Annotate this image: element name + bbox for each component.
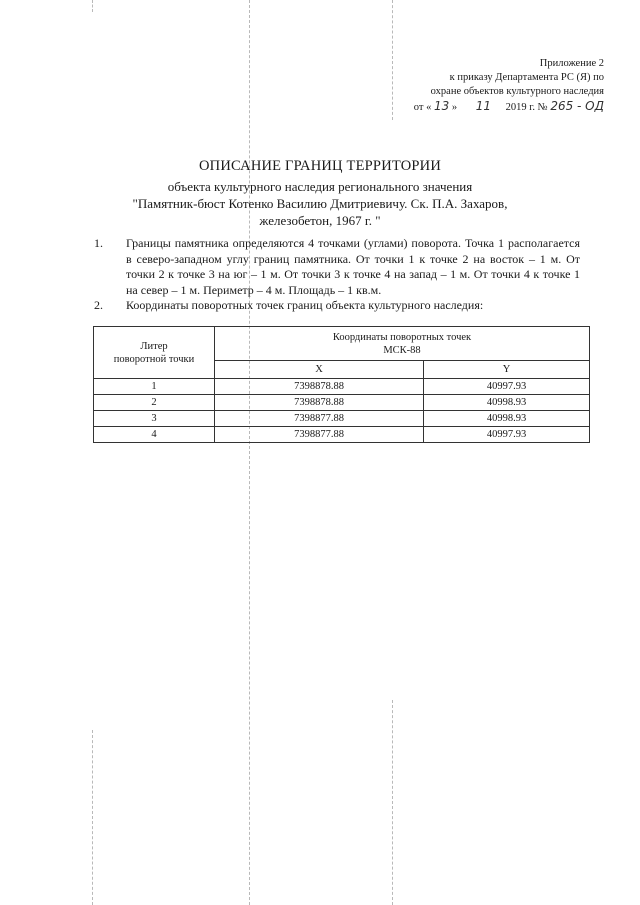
column-header-liter xyxy=(94,327,215,379)
cell-x: 7398877.88 xyxy=(215,427,424,443)
appendix-line3: охране объектов культурного наследия xyxy=(430,86,604,97)
column-header-liter-line2: поворотной точки xyxy=(113,353,195,365)
document-title xyxy=(0,158,640,229)
table-row xyxy=(94,411,590,427)
appendix-date-line xyxy=(344,99,604,115)
table-row xyxy=(94,395,590,411)
list-item-text: Координаты поворотных точек границ объекта культурного наследия: xyxy=(126,298,484,312)
scan-fold-line-center xyxy=(249,0,250,905)
scan-fold-line-right-lower xyxy=(392,700,393,905)
cell-point: 1 xyxy=(94,379,215,395)
cell-x: 7398877.88 xyxy=(215,411,424,427)
column-header-x: X xyxy=(215,361,424,379)
year-text: 2019 г. № xyxy=(505,102,548,113)
cell-x: 7398878.88 xyxy=(215,379,424,395)
cell-point: 3 xyxy=(94,411,215,427)
title-main: ОПИСАНИЕ ГРАНИЦ ТЕРРИТОРИИ xyxy=(198,158,442,174)
column-header-liter-line1: Литер xyxy=(140,340,168,352)
scan-fold-line-left xyxy=(92,0,93,12)
cell-point: 2 xyxy=(94,395,215,411)
handwritten-order-number: 265 - ОД xyxy=(550,99,604,113)
appendix-line1: Приложение 2 xyxy=(539,58,604,69)
list-item-number: 2. xyxy=(94,298,103,312)
cell-y: 40997.93 xyxy=(424,427,590,443)
handwritten-day: 13 xyxy=(433,99,450,113)
description-list xyxy=(94,236,580,314)
cell-point: 4 xyxy=(94,427,215,443)
list-item xyxy=(94,298,580,314)
column-header-coordinates-line1: Координаты поворотных точек xyxy=(332,331,472,343)
date-mid: » xyxy=(451,102,458,113)
title-line2: объекта культурного наследия регионального значения xyxy=(167,179,473,194)
list-item xyxy=(94,236,580,298)
table-row xyxy=(94,427,590,443)
list-item-text: Границы памятника определяются 4 точками (углами) поворота. Точка 1 располагается в северо-западном углу границ памятника. От точки 1 к точке 2 на восток – 1 м. От точки 2 к точке 3 на юг – 1 м. От точки 3 к точке 4 на запад – 1 м. От точки 4 к точке 1 на север – 1 м. Периметр – 4 м. Площадь – 1 кв.м. xyxy=(126,236,580,297)
cell-x: 7398878.88 xyxy=(215,395,424,411)
handwritten-month: 11 xyxy=(475,99,492,113)
appendix-header xyxy=(344,57,604,115)
cell-y: 40998.93 xyxy=(424,395,590,411)
coordinates-table xyxy=(93,326,590,443)
title-line4: железобетон, 1967 г. " xyxy=(259,213,381,228)
column-header-coordinates-line2: МСК-88 xyxy=(383,344,421,356)
title-line3: "Памятник-бюст Котенко Василию Дмитриевичу. Ск. П.А. Захаров, xyxy=(132,196,508,211)
cell-y: 40998.93 xyxy=(424,411,590,427)
scan-fold-line-left-lower xyxy=(92,730,93,905)
column-header-y: Y xyxy=(424,361,590,379)
table-row xyxy=(94,379,590,395)
cell-y: 40997.93 xyxy=(424,379,590,395)
date-prefix: от « xyxy=(413,102,432,113)
column-header-coordinates xyxy=(215,327,590,361)
list-item-number: 1. xyxy=(94,236,103,250)
appendix-line2: к приказу Департамента РС (Я) по xyxy=(449,72,604,83)
